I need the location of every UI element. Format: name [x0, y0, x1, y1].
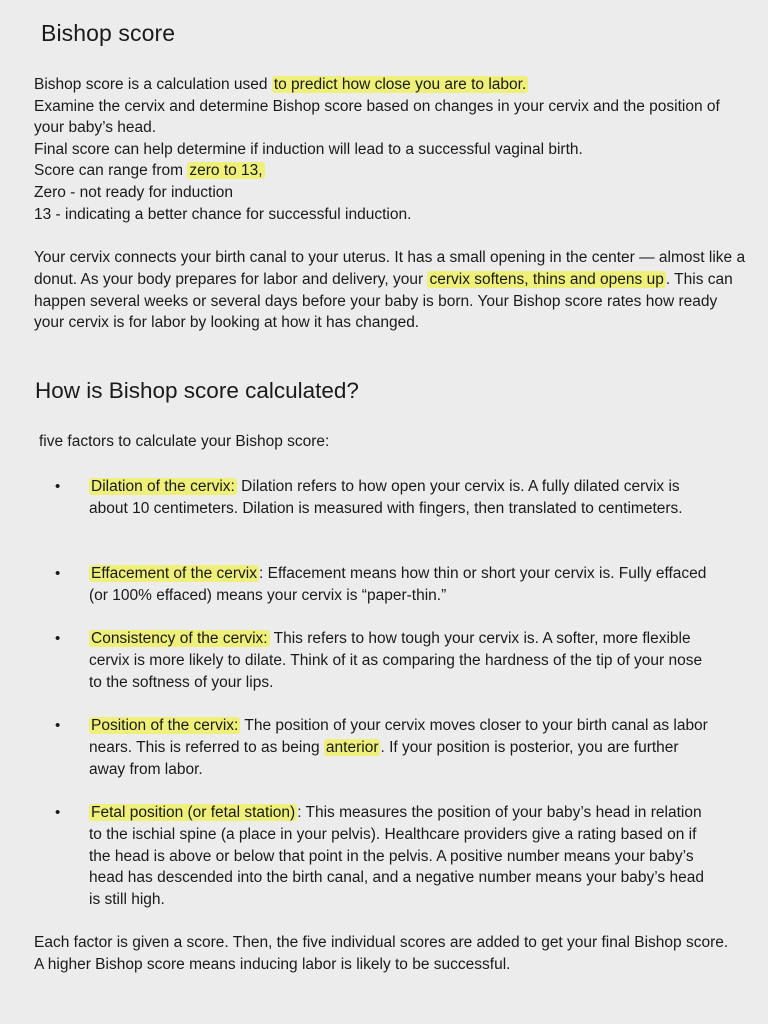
page-title: Bishop score [41, 20, 176, 46]
factor-item-fetal-position [55, 802, 715, 911]
intro-line-5: Zero - not ready for induction [34, 183, 234, 201]
factor-text: Dilation refers to how open your cervix is. A fully dilated cervix is about 10 centimeters. Dilation is measured with fingers, then translated to centimeters. [89, 478, 683, 517]
factor-text: The position of your cervix moves closer to your birth canal as labor nears. This is referred to as being [89, 717, 708, 756]
factors-lead: five factors to calculate your Bishop score: [39, 433, 330, 450]
closing-paragraph: Each factor is given a score. Then, the five individual scores are added to get your final Bishop score. A higher Bishop score means inducing labor is likely to be successful. [34, 934, 729, 973]
bullet-marker: • [55, 565, 61, 582]
factor-item-consistency [55, 628, 715, 693]
intro-line-6: 13 - indicating a better chance for successful induction. [34, 205, 412, 223]
factor-label: Fetal position (or fetal station) [91, 804, 296, 821]
factor-item-position [55, 715, 715, 780]
factor-text: : Effacement means how thin or short your cervix is. Fully effaced (or 100% effaced) means your cervix is “paper-thin.” [89, 565, 707, 604]
factor-label: Effacement of the cervix [91, 565, 257, 582]
highlight-predict-labor: to predict how close you are to labor. [273, 76, 527, 93]
factor-text: . If your position is posterior, you are further away from labor. [89, 738, 679, 778]
factor-label: Dilation of the cervix: [91, 478, 235, 495]
factor-label: Consistency of the cervix: [91, 630, 268, 647]
factor-item-dilation [55, 476, 715, 520]
factor-text: This refers to how tough your cervix is. A softer, more flexible cervix is more likely to dilate. Think of it as comparing the hardness of the tip of your nose to the softness of your lips. [89, 630, 703, 691]
factor-text: : This measures the position of your baby’s head in relation to the ischial spine (a place in your pelvis). Healthcare providers give a rating based on if the head is above or below that point in the pelvis. A positive number means your baby’s head has descended into the birth canal, and a negative number means your baby’s head is still high. [89, 804, 704, 909]
cervix-paragraph: Your cervix connects your birth canal to your uterus. It has a small opening in the center — almost like a donut. As your body prepares for labor and delivery, your cervix softens, thins and opens up . This can happen several weeks or several days before your baby is born. Your Bishop score rates how ready your cervix is for labor by looking at how it has changed. [34, 249, 746, 332]
bullet-marker: • [55, 630, 61, 647]
highlight-anterior: anterior [325, 738, 379, 756]
highlight-cervix-changes: cervix softens, thins and opens up [429, 270, 664, 288]
bullet-marker: • [55, 804, 61, 821]
intro-line-1: Bishop score is a calculation used to predict how close you are to labor. [34, 76, 527, 93]
highlight-score-range: zero to 13, [189, 162, 263, 180]
intro-line-3: Final score can help determine if induction will lead to a successful vaginal birth. [34, 140, 583, 158]
section-heading: How is Bishop score calculated? [35, 378, 359, 403]
intro-block [34, 74, 744, 225]
intro-line-2: Examine the cervix and determine Bishop score based on changes in your cervix and the position of your baby’s head. [34, 97, 720, 137]
factor-label: Position of the cervix: [91, 717, 239, 734]
intro-line-4: Score can range from zero to 13, [34, 162, 263, 180]
bullet-marker: • [55, 717, 61, 734]
bullet-marker: • [55, 478, 61, 495]
factor-item-effacement [55, 563, 715, 607]
